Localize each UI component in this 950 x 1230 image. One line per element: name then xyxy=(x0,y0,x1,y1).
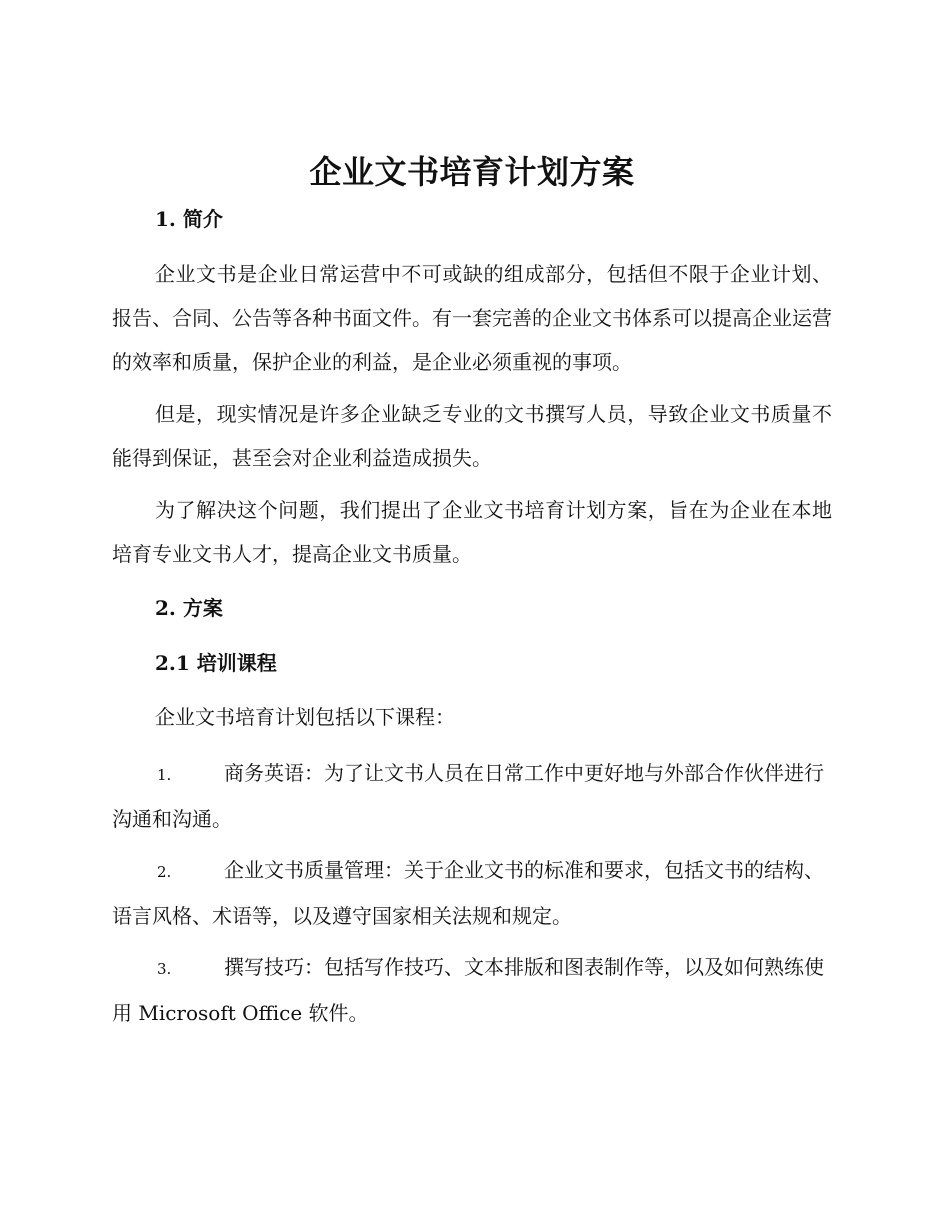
section-heading-intro: 1. 简介 xyxy=(155,207,223,231)
course-list-item xyxy=(112,945,832,1035)
list-item-text: 企业文书质量管理：关于企业文书的标准和要求，包括文书的结构、语言风格、术语等，以及遵守国家相关法规和规定。 xyxy=(112,858,824,928)
course-list-item xyxy=(112,751,832,841)
courses-intro-paragraph: 企业文书培育计划包括以下课程： xyxy=(155,705,455,729)
paragraph-intro-2: 但是，现实情况是许多企业缺乏专业的文书撰写人员，导致企业文书质量不能得到保证，甚至会对企业利益造成损失。 xyxy=(112,402,832,470)
list-item-number: 1. xyxy=(157,766,172,784)
paragraph-intro-3: 为了解决这个问题，我们提出了企业文书培育计划方案，旨在为企业在本地培育专业文书人才，提高企业文书质量。 xyxy=(112,498,832,566)
document-title: 企业文书培育计划方案 xyxy=(309,153,635,191)
course-list-item xyxy=(112,848,832,938)
list-item-number: 3. xyxy=(157,960,172,978)
list-item-text: 撰写技巧：包括写作技巧、文本排版和图表制作等，以及如何熟练使用 Microsoft Office 软件。 xyxy=(112,955,824,1025)
list-item-text: 商务英语：为了让文书人员在日常工作中更好地与外部合作伙伴进行沟通和沟通。 xyxy=(112,761,824,831)
paragraph-intro-1: 企业文书是企业日常运营中不可或缺的组成部分，包括但不限于企业计划、报告、合同、公告等各种书面文件。有一套完善的企业文书体系可以提高企业运营的效率和质量，保护企业的利益，是企业必须重视的事项。 xyxy=(112,262,832,374)
section-heading-plan: 2. 方案 xyxy=(155,596,223,620)
subsection-heading-courses: 2.1 培训课程 xyxy=(155,651,277,675)
list-item-number: 2. xyxy=(157,863,172,881)
